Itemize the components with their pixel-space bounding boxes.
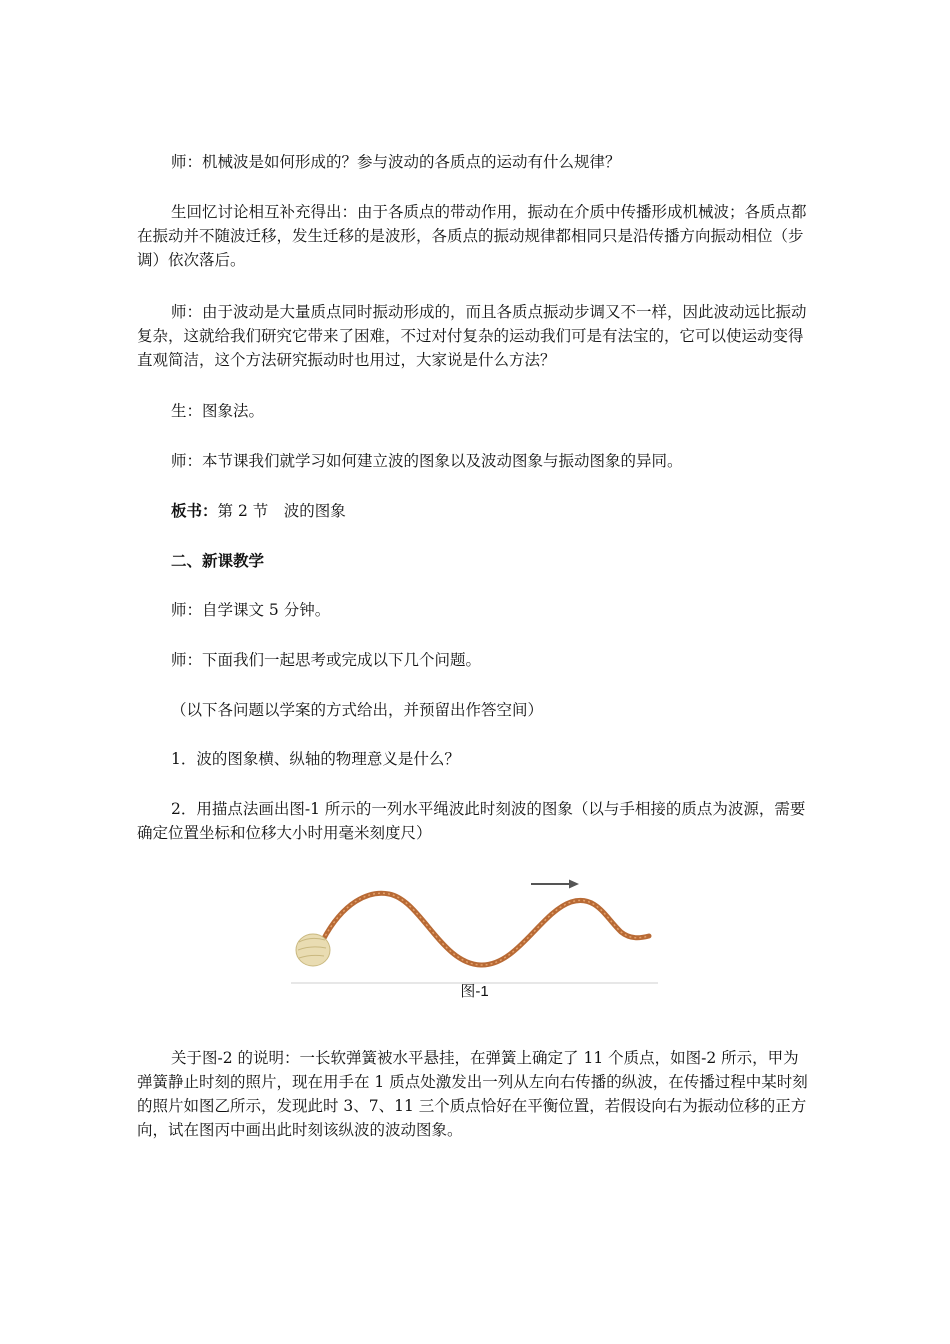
figure-1	[291, 872, 658, 1000]
question-1: 1．波的图象横、纵轴的物理意义是什么？	[171, 750, 460, 768]
paragraph-student-method: 生：图象法。	[171, 402, 265, 420]
paragraph-self-study: 师：自学课文 5 分钟。	[171, 601, 331, 619]
board-label: 板书：	[171, 501, 218, 520]
arrowhead-icon	[569, 880, 579, 889]
paragraph-questions-intro: 师：下面我们一起思考或完成以下几个问题。	[171, 651, 482, 669]
board-text: 第 2 节 波的图象	[217, 502, 346, 520]
paragraph-note: （以下各问题以学案的方式给出，并预留出作答空间）	[171, 701, 544, 719]
rope-wave	[323, 893, 649, 965]
question-2: 2．用描点法画出图-1 所示的一列水平绳波此时刻波的图象（以与手相接的质点为波源，需要确定位置坐标和位移大小时用毫米刻度尺）	[137, 800, 806, 842]
paragraph-teacher-question: 师：机械波是如何形成的？参与波动的各质点的运动有什么规律？	[171, 153, 621, 171]
rope-wave-illustration	[291, 872, 658, 984]
rope-texture	[323, 893, 649, 965]
board-writing	[137, 499, 813, 523]
figure-caption: 图-1	[460, 983, 489, 1000]
paragraph-teacher-intro: 师：本节课我们就学习如何建立波的图象以及波动图象与振动图象的异同。	[171, 452, 683, 470]
paragraph-student-answer: 生回忆讨论相互补充得出：由于各质点的带动作用，振动在介质中传播形成机械波；各质点都在振动并不随波迁移，发生迁移的是波形，各质点的振动规律都相同只是沿传播方向振动相位（步调）依次落后。	[137, 203, 807, 269]
paragraph-figure2-description: 关于图-2 的说明：一长软弹簧被水平悬挂，在弹簧上确定了 11 个质点，如图-2 所示，甲为弹簧静止时刻的照片，现在用手在 1 质点处激发出一列从左向右传播的纵波，在传播过程中某时刻的照片如图乙所示，发现此时 3、7、11 三个质点恰好在平衡位置，若假设向右为振动位移的正方向，试在图丙中画出此时刻该纵波的波动图象。	[137, 1049, 808, 1139]
paragraph-teacher-explanation: 师：由于波动是大量质点同时振动形成的，而且各质点振动步调又不一样，因此波动远比振动复杂，这就给我们研究它带来了困难，不过对付复杂的运动我们可是有法宝的，它可以使运动变得直观简洁，这个方法研究振动时也用过，大家说是什么方法？	[137, 303, 807, 369]
hand-icon	[296, 934, 330, 966]
section-title: 二、新课教学	[171, 551, 265, 570]
